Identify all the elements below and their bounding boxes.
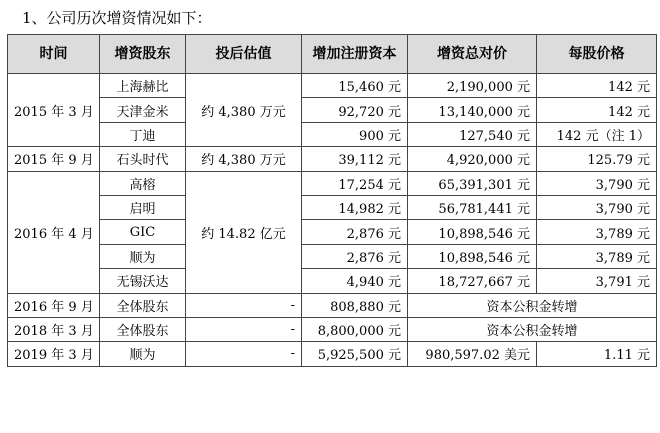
header-consideration: 增资总对价 — [408, 35, 537, 74]
consideration-cell: 127,540 元 — [408, 122, 537, 146]
valuation-cell: - — [186, 317, 302, 341]
note-cell: 资本公积金转增 — [408, 293, 657, 317]
round-date: 2019 年 3 月 — [8, 342, 100, 366]
note-cell: 资本公积金转增 — [408, 317, 657, 341]
section-heading: 1、公司历次增资情况如下： — [22, 9, 212, 27]
price-cell: 3,789 元 — [537, 220, 657, 244]
consideration-cell: 13,140,000 元 — [408, 98, 537, 122]
shareholder-cell: 丁迪 — [100, 122, 186, 146]
round-date: 2016 年 4 月 — [8, 171, 100, 293]
shareholder-cell: 全体股东 — [100, 293, 186, 317]
consideration-cell: 4,920,000 元 — [408, 147, 537, 171]
shareholder-cell: 天津金米 — [100, 98, 186, 122]
header-valuation: 投后估值 — [186, 35, 302, 74]
table-row — [8, 342, 657, 366]
shareholder-cell: 石头时代 — [100, 147, 186, 171]
table-row — [8, 171, 657, 195]
table-row — [8, 147, 657, 171]
capital-cell: 2,876 元 — [302, 220, 408, 244]
price-cell: 3,791 元 — [537, 269, 657, 293]
shareholder-cell: GIC — [100, 220, 186, 244]
capital-cell: 8,800,000 元 — [302, 317, 408, 341]
valuation-cell: 约 4,380 万元 — [186, 74, 302, 147]
header-registered-capital: 增加注册资本 — [302, 35, 408, 74]
header-date: 时间 — [8, 35, 100, 74]
consideration-cell: 980,597.02 美元 — [408, 342, 537, 366]
shareholder-cell: 顺为 — [100, 342, 186, 366]
capital-cell: 15,460 元 — [302, 74, 408, 98]
round-date: 2016 年 9 月 — [8, 293, 100, 317]
capital-cell: 17,254 元 — [302, 171, 408, 195]
shareholder-cell: 上海赫比 — [100, 74, 186, 98]
capital-cell: 92,720 元 — [302, 98, 408, 122]
valuation-cell: - — [186, 342, 302, 366]
capital-cell: 900 元 — [302, 122, 408, 146]
valuation-cell: 约 14.82 亿元 — [186, 171, 302, 293]
table-header-row — [8, 35, 657, 74]
price-cell: 1.11 元 — [537, 342, 657, 366]
shareholder-cell: 全体股东 — [100, 317, 186, 341]
table-row — [8, 269, 657, 293]
shareholder-cell: 高榕 — [100, 171, 186, 195]
consideration-cell: 10,898,546 元 — [408, 220, 537, 244]
price-cell: 142 元（注 1） — [537, 122, 657, 146]
table-row — [8, 220, 657, 244]
capital-increase-table — [7, 34, 657, 367]
capital-cell: 4,940 元 — [302, 269, 408, 293]
header-shareholder: 增资股东 — [100, 35, 186, 74]
consideration-cell: 2,190,000 元 — [408, 74, 537, 98]
consideration-cell: 65,391,301 元 — [408, 171, 537, 195]
valuation-cell: - — [186, 293, 302, 317]
price-cell: 142 元 — [537, 98, 657, 122]
consideration-cell: 56,781,441 元 — [408, 195, 537, 219]
price-cell: 3,790 元 — [537, 171, 657, 195]
table-row — [8, 195, 657, 219]
consideration-cell: 18,727,667 元 — [408, 269, 537, 293]
round-date: 2018 年 3 月 — [8, 317, 100, 341]
capital-cell: 14,982 元 — [302, 195, 408, 219]
consideration-cell: 10,898,546 元 — [408, 244, 537, 268]
round-date: 2015 年 9 月 — [8, 147, 100, 171]
shareholder-cell: 启明 — [100, 195, 186, 219]
round-date: 2015 年 3 月 — [8, 74, 100, 147]
capital-cell: 5,925,500 元 — [302, 342, 408, 366]
table-row — [8, 293, 657, 317]
table-row — [8, 74, 657, 98]
price-cell: 125.79 元 — [537, 147, 657, 171]
capital-cell: 39,112 元 — [302, 147, 408, 171]
price-cell: 3,789 元 — [537, 244, 657, 268]
capital-cell: 808,880 元 — [302, 293, 408, 317]
shareholder-cell: 顺为 — [100, 244, 186, 268]
price-cell: 142 元 — [537, 74, 657, 98]
header-price-per-share: 每股价格 — [537, 35, 657, 74]
price-cell: 3,790 元 — [537, 195, 657, 219]
table-row — [8, 317, 657, 341]
table-row — [8, 244, 657, 268]
capital-cell: 2,876 元 — [302, 244, 408, 268]
valuation-cell: 约 4,380 万元 — [186, 147, 302, 171]
shareholder-cell: 无锡沃达 — [100, 269, 186, 293]
table-row — [8, 122, 657, 146]
table-row — [8, 98, 657, 122]
